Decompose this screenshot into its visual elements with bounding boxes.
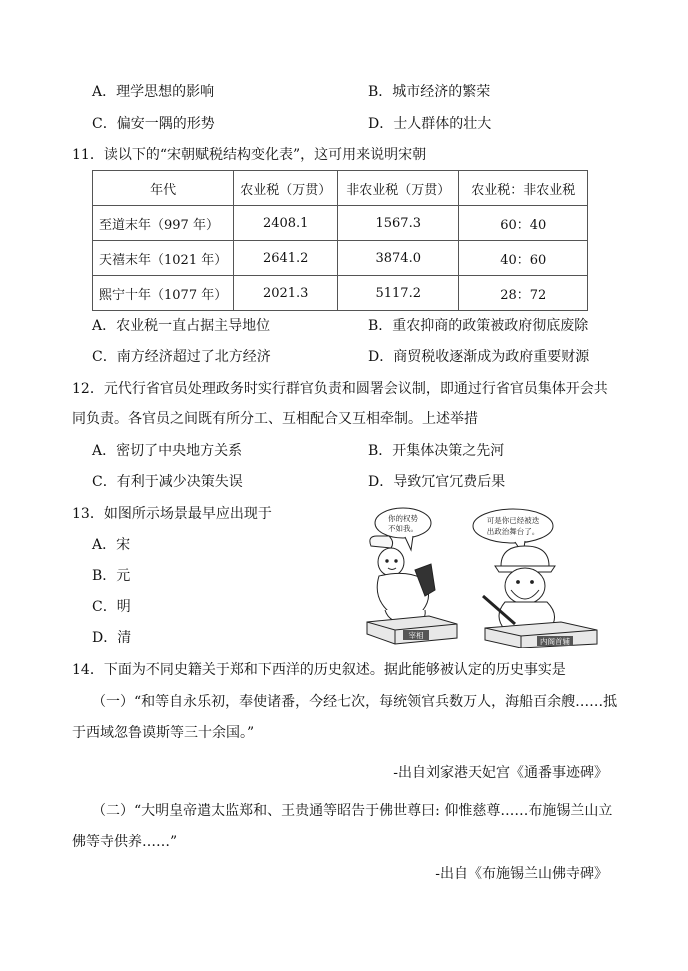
q14-stem: 14．下面为不同史籍关于郑和下西洋的历史叙述。据此能够被认定的历史事实是 bbox=[72, 662, 566, 678]
table-cell: 3874.0 bbox=[338, 241, 459, 276]
table-header-row bbox=[93, 171, 588, 206]
q13-option-b: B．元 bbox=[92, 568, 131, 584]
q10-option-a: A．理学思想的影响 bbox=[92, 84, 215, 100]
q11-option-c: C．南方经济超过了北方经济 bbox=[92, 349, 271, 365]
q14-source1: -出自刘家港天妃宫《通番事迹碑》 bbox=[393, 765, 608, 781]
minister-cartoon-illustration bbox=[365, 506, 621, 648]
table-cell: 2021.3 bbox=[234, 276, 338, 311]
table-header-cell: 农业税（万贯） bbox=[234, 171, 338, 206]
left-bubble-line2: 不如我。 bbox=[388, 524, 418, 533]
right-bubble-line1: 可是你已经被迭 bbox=[486, 516, 540, 525]
q11-stem: 11．读以下的“宋朝赋税结构变化表”，这可用来说明宋朝 bbox=[72, 147, 427, 163]
q10-option-d: D．士人群体的壮大 bbox=[368, 116, 492, 132]
table-cell: 熙宁十年（1077 年） bbox=[93, 276, 234, 311]
q10-option-c: C．偏安一隅的形势 bbox=[92, 116, 215, 132]
q13-stem: 13．如图所示场景最早应出现于 bbox=[72, 506, 272, 522]
table-cell: 5117.2 bbox=[338, 276, 459, 311]
table-row bbox=[93, 241, 588, 276]
table-cell: 28：72 bbox=[459, 276, 588, 311]
q14-quote1-line1: （一）“和等自永乐初，奉使诸番，今经七次，每统领官兵数万人，海船百余艘……抵 bbox=[92, 694, 618, 710]
q11-option-d: D．商贸税收逐渐成为政府重要财源 bbox=[368, 349, 590, 365]
q13-option-a: A．宋 bbox=[92, 537, 131, 553]
table-cell: 至道末年（997 年） bbox=[93, 206, 234, 241]
q10-option-b: B．城市经济的繁荣 bbox=[368, 84, 491, 100]
q13-option-c: C．明 bbox=[92, 599, 131, 615]
q11-option-a: A．农业税一直占据主导地位 bbox=[92, 318, 271, 334]
table-header-cell: 农业税：非农业税 bbox=[459, 171, 588, 206]
grand-secretary-figure bbox=[483, 546, 555, 630]
q12-option-b: B．开集体决策之先河 bbox=[368, 443, 505, 459]
q12-option-d: D．导致冗官冗费后果 bbox=[368, 474, 506, 490]
right-plaque-label: 内阁首辅 bbox=[540, 637, 570, 646]
q12-stem-line2: 同负责。各官员之间既有所分工、互相配合又互相牵制。上述举措 bbox=[72, 411, 478, 427]
table-row bbox=[93, 206, 588, 241]
q14-quote1-line2: 于西域忽鲁谟斯等三十余国。” bbox=[72, 725, 255, 741]
table-cell: 2408.1 bbox=[234, 206, 338, 241]
tax-structure-table bbox=[92, 170, 588, 311]
q14-quote2-line2: 佛等寺供养……” bbox=[72, 834, 178, 850]
table-header-cell: 非农业税（万贯） bbox=[338, 171, 459, 206]
chancellor-figure bbox=[370, 536, 435, 624]
right-bubble-line2: 出政治舞台了。 bbox=[486, 527, 540, 536]
q12-stem-line1: 12．元代行省官员处理政务时实行群官负责和圆署会议制，即通过行省官员集体开会共 bbox=[72, 381, 608, 397]
table-cell: 40：60 bbox=[459, 241, 588, 276]
q14-source2: -出自《布施锡兰山佛寺碑》 bbox=[435, 866, 608, 882]
table-row bbox=[93, 276, 588, 311]
q14-quote2-line1: （二）“大明皇帝遣太监郑和、王贵通等昭告于佛世尊曰: 仰惟慈尊……布施锡兰山立 bbox=[92, 803, 613, 819]
q13-option-d: D．清 bbox=[92, 630, 132, 646]
table-cell: 2641.2 bbox=[234, 241, 338, 276]
left-bubble-line1: 你的权势 bbox=[388, 514, 418, 523]
left-plaque bbox=[367, 616, 457, 644]
left-plaque-label: 宰相 bbox=[408, 631, 424, 640]
table-cell: 天禧末年（1021 年） bbox=[93, 241, 234, 276]
q12-option-a: A．密切了中央地方关系 bbox=[92, 443, 243, 459]
table-cell: 60：40 bbox=[459, 206, 588, 241]
q12-option-c: C．有利于减少决策失误 bbox=[92, 474, 243, 490]
q11-option-b: B．重农抑商的政策被政府彻底废除 bbox=[368, 318, 589, 334]
table-header-cell: 年代 bbox=[93, 171, 234, 206]
table-cell: 1567.3 bbox=[338, 206, 459, 241]
